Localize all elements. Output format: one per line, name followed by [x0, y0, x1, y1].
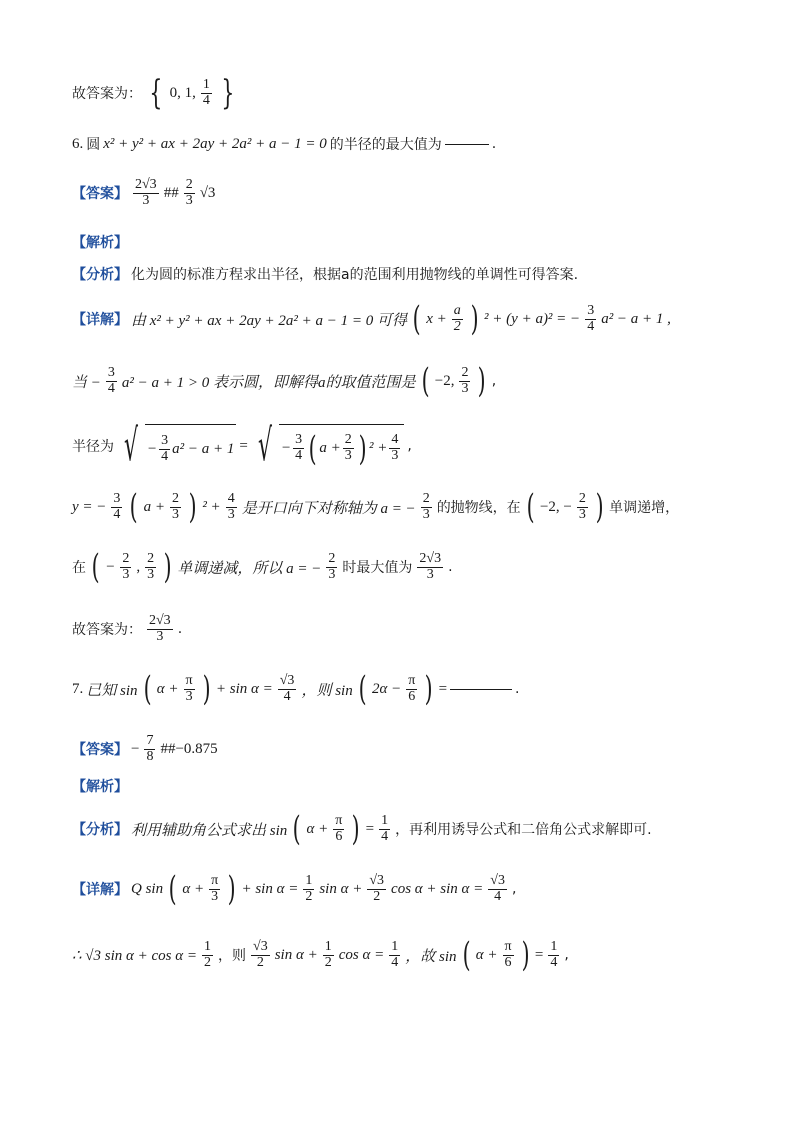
- fraction: $\frac{3}{4}$: [113, 490, 121, 522]
- fraction: $\frac{1}{4}$: [202, 76, 210, 108]
- analysis-7: 【分析】 利用辅助角公式求出 sin ( α + $\frac{\pi}{6}$ ) = $\frac{1}{4}$ ，再利用诱导公式和二倍角公式求解即可.: [72, 809, 652, 849]
- fraction: $\frac{a}{2}$: [453, 302, 461, 334]
- fraction: $\frac{2}{3}$: [122, 550, 130, 582]
- detail-6-line-2: 当 − $\frac{3}{4}$ a² − a + 1 > 0 表示圆，即解得a的取值范围是 ( −2, $\frac{2}{3}$ ) ,: [72, 361, 497, 401]
- analysis-text: 化为圆的标准方程求出半径，根据a的范围利用抛物线的单调性可得答案.: [131, 267, 579, 283]
- square-root: √ − $\frac{3}{4}$ ( a + $\frac{2}{3}$ ) ² + $\frac{4}{3}$: [251, 424, 404, 468]
- fraction: $\frac{√3}{2}$: [253, 938, 268, 970]
- fraction: $\frac{2√3}{3}$: [149, 613, 171, 644]
- fraction: $\frac{1}{4}$: [550, 938, 558, 970]
- fraction: $\frac{2}{3}$: [328, 550, 336, 582]
- detail-6-line-3: 半径为 √ − $\frac{3}{4}$ a² − a + 1 = √ − $\frac{3}{4}$ ( a + $\frac{2}{3}$ ) ² + $\frac{4}{3}$ ,: [72, 420, 412, 471]
- fraction: $\frac{2}{3}$: [578, 490, 586, 522]
- question-equation: x² + y² + ax + 2ay + 2a² + a − 1 = 0: [103, 135, 327, 152]
- fraction: $\frac{2}{3}$: [172, 490, 180, 522]
- question-6: 6. 圆 x² + y² + ax + 2ay + 2a² + a − 1 = 0 的半径的最大值为 .: [72, 135, 497, 153]
- question-text: 的半径的最大值为: [329, 137, 442, 153]
- fraction: $\frac{2√3}{3}$: [135, 177, 157, 208]
- final-answer-6: 故答案为： $\frac{2√3}{3}$ .: [72, 613, 183, 644]
- analysis-tag: 【分析】: [72, 822, 128, 838]
- left-brace: {: [149, 73, 163, 113]
- answer-6: 【答案】 $\frac{2√3}{3}$ ## $\frac{2}{3}$ √3: [72, 177, 216, 208]
- detail-tag: 【详解】: [72, 882, 128, 898]
- fraction: $\frac{2}{3}$: [422, 490, 430, 522]
- analysis-header-7: 【解析】: [72, 779, 128, 795]
- detail-tag: 【详解】: [72, 312, 128, 328]
- fraction: $\frac{4}{3}$: [227, 490, 235, 522]
- fraction: $\frac{\pi}{6}$: [335, 812, 343, 844]
- fraction: $\frac{3}{4}$: [587, 302, 595, 334]
- fraction: $\frac{\pi}{6}$: [504, 938, 512, 970]
- question-circle-word: 圆: [86, 137, 101, 153]
- fraction: $\frac{\pi}{6}$: [408, 672, 416, 704]
- detail-7-line-2: ∴ √3 sin α + cos α = $\frac{1}{2}$ ，则 $\frac{√3}{2}$ sin α + $\frac{1}{2}$ cos α = $\frac{1}{4}$ ，故 sin ( α + $\frac{\pi}{6}$ ) = $\frac{1}{4}$ ,: [72, 935, 569, 975]
- fraction: $\frac{3}{4}$: [107, 364, 115, 396]
- analysis-header: 【解析】: [72, 235, 128, 251]
- question-number: 7.: [72, 680, 84, 697]
- fraction: $\frac{√3}{4}$: [490, 872, 505, 904]
- previous-answer-line: [72, 73, 754, 113]
- fraction: $\frac{1}{4}$: [391, 938, 399, 970]
- fraction: $\frac{2}{3}$: [461, 364, 469, 396]
- fraction: $\frac{1}{2}$: [324, 938, 332, 970]
- fraction: $\frac{\pi}{3}$: [185, 672, 193, 704]
- answer-label: 故答案为：: [72, 86, 142, 102]
- fraction: $\frac{1}{4}$: [381, 812, 389, 844]
- fraction: $\frac{2√3}{3}$: [419, 550, 442, 582]
- answer-tag: 【答案】: [72, 186, 128, 203]
- question-number: 6.: [72, 135, 84, 152]
- detail-6-line-5: 在 ( − $\frac{2}{3}$ , $\frac{2}{3}$ ) 单调递减，所以 a = − $\frac{2}{3}$ 时最大值为 $\frac{2√3}{3}$ .: [72, 547, 453, 587]
- set-values: 0, 1,: [169, 84, 196, 101]
- fraction: $\frac{√3}{2}$: [369, 872, 385, 904]
- detail-6-line-1: 【详解】 由 x² + y² + ax + 2ay + 2a² + a − 1 = 0 可得 ( x + $\frac{a}{2}$ ) ² + (y + a)² = − $\frac{3}{4}$ a² − a + 1 ,: [72, 299, 671, 339]
- fraction: $\frac{7}{8}$: [146, 733, 154, 764]
- fraction: $\frac{2}{3}$: [185, 177, 193, 208]
- answer-blank: [445, 144, 489, 145]
- fraction: $\frac{\pi}{3}$: [211, 872, 219, 904]
- answer-tag: 【答案】: [72, 742, 128, 759]
- detail-6-line-4: y = − $\frac{3}{4}$ ( a + $\frac{2}{3}$ ) ² + $\frac{4}{3}$ 是开口向下对称轴为 a = − $\frac{2}{3}$ 的抛物线，在 ( −2, − $\frac{2}{3}$ ) 单调递增，: [72, 487, 680, 527]
- fraction: $\frac{2}{3}$: [147, 550, 155, 582]
- question-7: 7. 已知 sin ( α + $\frac{\pi}{3}$ ) + sin α = $\frac{√3}{4}$ ，则 sin ( 2α − $\frac{\pi}{6}$ ) = .: [72, 669, 520, 709]
- right-brace: }: [221, 73, 235, 113]
- analysis-6: [72, 264, 754, 284]
- fraction: $\frac{1}{2}$: [204, 938, 212, 970]
- answer-7: 【答案】 − $\frac{7}{8}$ ##−0.875: [72, 733, 218, 764]
- square-root: √ − $\frac{3}{4}$ a² − a + 1: [124, 420, 235, 471]
- detail-7-line-1: 【详解】 Q sin ( α + $\frac{\pi}{3}$ ) + sin α = $\frac{1}{2}$ sin α + $\frac{√3}{2}$ cos α + sin α = $\frac{√3}{4}$ ,: [72, 869, 517, 909]
- analysis-tag: 【分析】: [72, 267, 128, 283]
- answer-blank: [450, 689, 512, 690]
- fraction: $\frac{√3}{4}$: [279, 672, 295, 704]
- fraction: $\frac{1}{2}$: [305, 872, 313, 904]
